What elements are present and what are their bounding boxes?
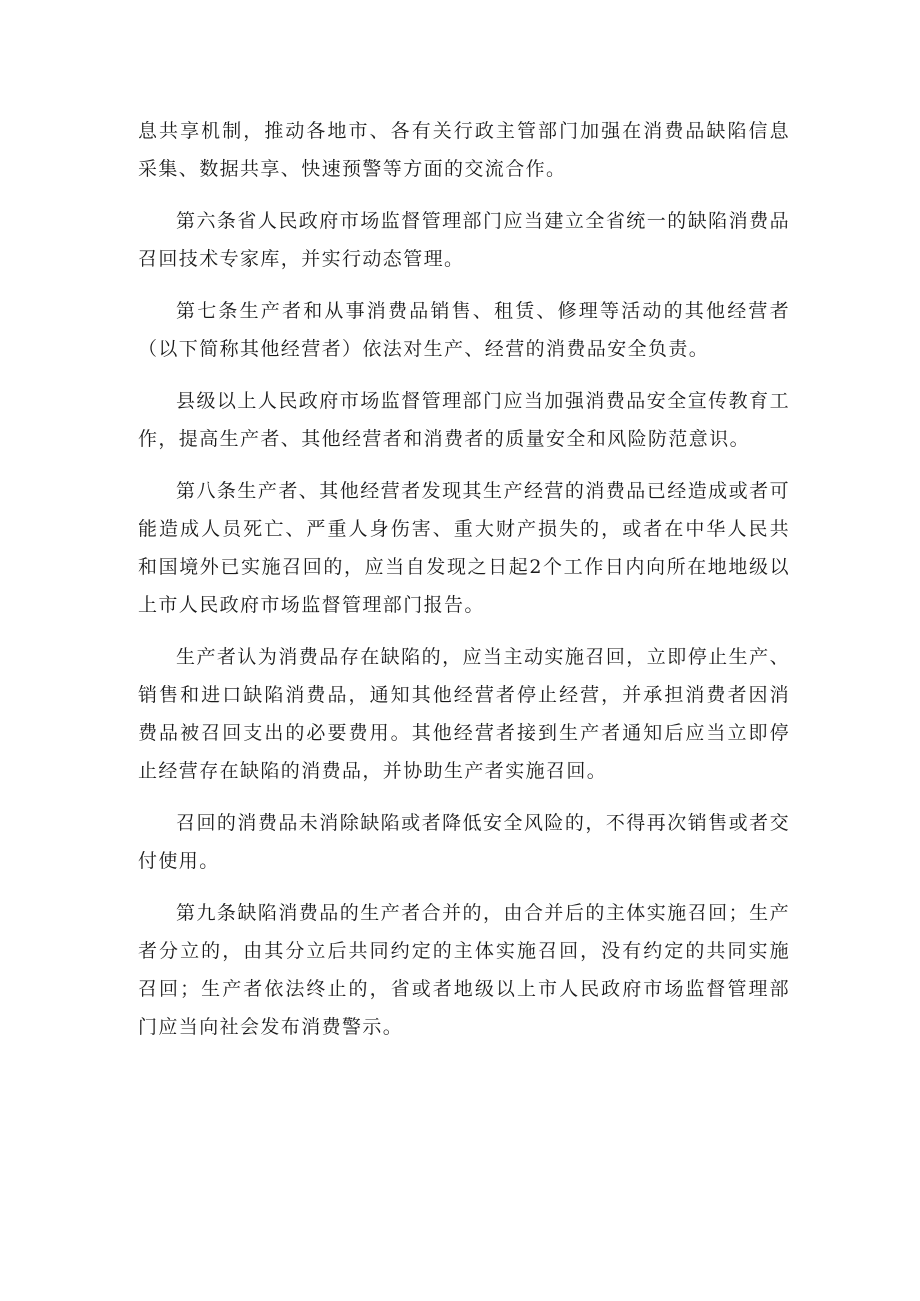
paragraph-safety-education: 县级以上人民政府市场监督管理部门应当加强消费品安全宣传教育工作，提高生产者、其他经营者和消费者的质量安全和风险防范意识。 — [138, 390, 790, 450]
document-body — [138, 112, 790, 1060]
paragraph-article-8: 第八条生产者、其他经营者发现其生产经营的消费品已经造成或者可能造成人员死亡、严重人身伤害、重大财产损失的，或者在中华人民共和国境外已实施召回的，应当自发现之日起2个工作日内向所在地地级以上市人民政府市场监督管理部门报告。 — [138, 480, 790, 616]
paragraph-article-7: 第七条生产者和从事消费品销售、租赁、修理等活动的其他经营者（以下简称其他经营者）依法对生产、经营的消费品安全负责。 — [138, 300, 790, 360]
paragraph-info-sharing: 息共享机制，推动各地市、各有关行政主管部门加强在消费品缺陷信息采集、数据共享、快速预警等方面的交流合作。 — [138, 120, 790, 180]
paragraph-article-9: 第九条缺陷消费品的生产者合并的，由合并后的主体实施召回；生产者分立的，由其分立后共同约定的主体实施召回，没有约定的共同实施召回；生产者依法终止的，省或者地级以上市人民政府市场监督管理部门应当向社会发布消费警示。 — [138, 902, 790, 1038]
paragraph-resale-ban: 召回的消费品未消除缺陷或者降低安全风险的，不得再次销售或者交付使用。 — [138, 812, 790, 872]
paragraph-recall-duty: 生产者认为消费品存在缺陷的，应当主动实施召回，立即停止生产、销售和进口缺陷消费品，通知其他经营者停止经营，并承担消费者因消费品被召回支出的必要费用。其他经营者接到生产者通知后应当立即停止经营存在缺陷的消费品，并协助生产者实施召回。 — [138, 646, 790, 782]
paragraph-article-6: 第六条省人民政府市场监督管理部门应当建立全省统一的缺陷消费品召回技术专家库，并实行动态管理。 — [138, 210, 790, 270]
